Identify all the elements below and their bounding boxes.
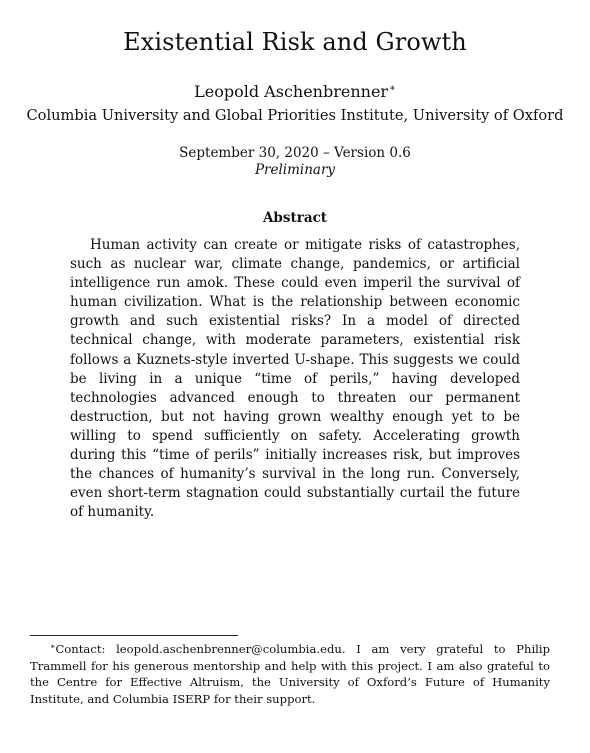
draft-status: Preliminary bbox=[254, 162, 336, 178]
author-name: Leopold Aschenbrenner bbox=[194, 82, 389, 101]
footnote bbox=[30, 639, 550, 707]
footnote-divider bbox=[30, 635, 238, 636]
footnote-text: Contact: leopold.aschenbrenner@columbia.edu. I am very grateful to Philip Trammell for his generous mentorship and help with this project. I am also grateful to the Centre for Effective Altruism, the University of Oxford’s Future of Humanity Institute, and Columbia ISERP for their support. bbox=[30, 642, 550, 706]
paper-title: Existential Risk and Growth bbox=[123, 28, 467, 56]
author-affiliation: Columbia University and Global Priorities Institute, University of Oxford bbox=[26, 107, 564, 124]
author-footnote-mark: ∗ bbox=[389, 83, 396, 94]
footnote-mark: ∗ bbox=[50, 642, 56, 651]
abstract-heading: Abstract bbox=[262, 210, 328, 226]
date-version: September 30, 2020 – Version 0.6 bbox=[179, 145, 411, 161]
abstract-text: Human activity can create or mitigate risks of catastrophes, such as nuclear war, climate change, pandemics, or artificial intelligence run amok. These could even imperil the survival of human civilization. What is the relationship between economic growth and such existential risks? In a model of directed technical change, with moderate parameters, existential risk follows a Kuznets-style inverted U-shape. This suggests we could be living in a unique “time of perils,” having developed technologies advanced enough to threaten our permanent destruction, but not having grown wealthy enough yet to be willing to spend sufficiently on safety. Accelerating growth during this “time of perils” initially increases risk, but improves the chances of humanity’s survival in the long run. Conversely, even short-term stagnation could substantially curtail the future of humanity. bbox=[70, 237, 520, 521]
author-line bbox=[0, 82, 590, 101]
